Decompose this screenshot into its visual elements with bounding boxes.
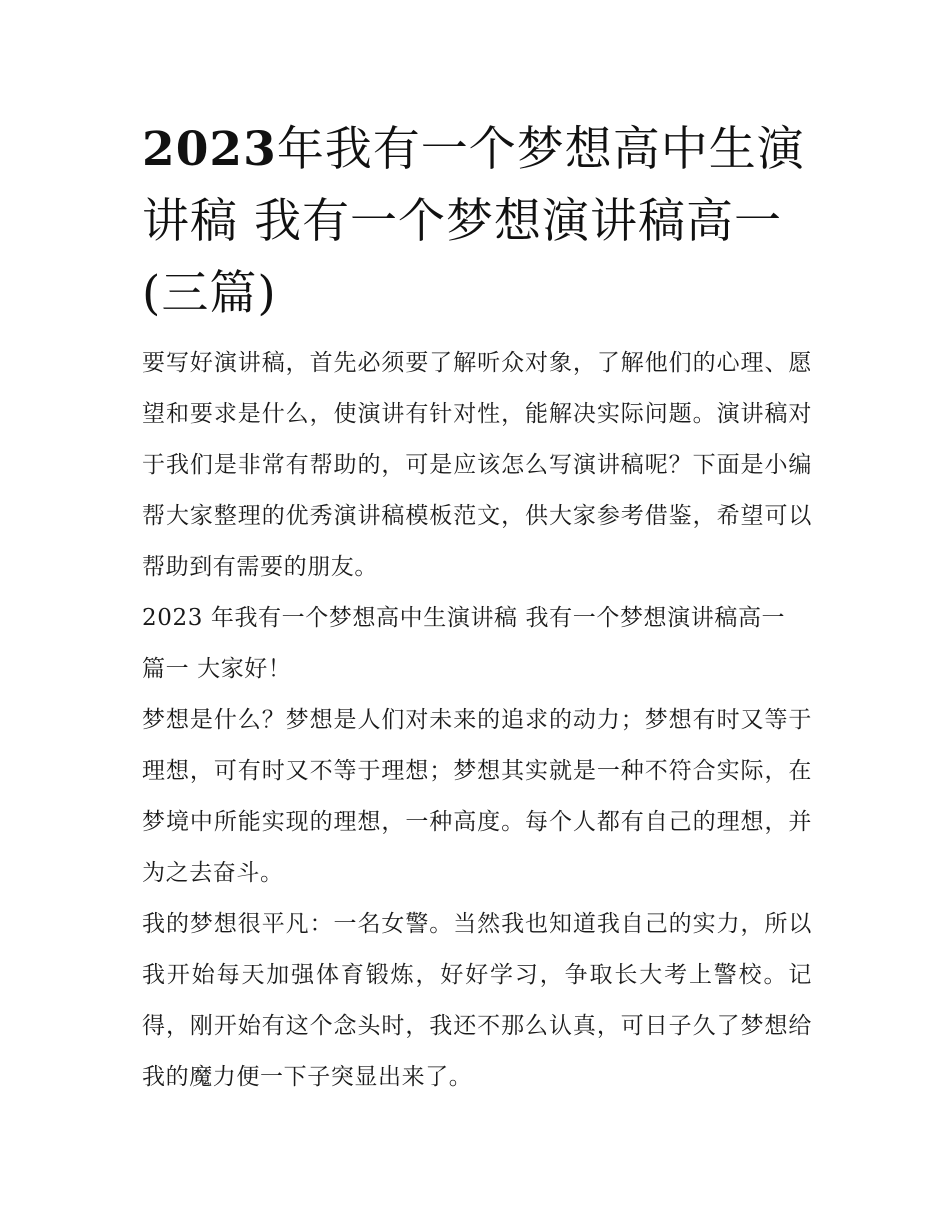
intro-paragraph: 要写好演讲稿，首先必须要了解听众对象，了解他们的心理、愿望和要求是什么，使演讲有针对性，能解决实际问题。演讲稿对于我们是非常有帮助的，可是应该怎么写演讲稿呢？下面是小编帮大家整理的优秀演讲稿模板范文，供大家参考借鉴，希望可以帮助到有需要的朋友。	[142, 350, 812, 580]
document-title	[142, 114, 812, 330]
document-body	[142, 338, 812, 1103]
document-content	[142, 114, 812, 1103]
dream-definition-paragraph: 梦想是什么？梦想是人们对未来的追求的动力；梦想有时又等于理想，可有时又不等于理想；梦想其实就是一种不符合实际，在梦境中所能实现的理想，一种高度。每个人都有自己的理想，并为之去奋斗。	[142, 707, 812, 886]
title-year: 2023	[142, 122, 277, 177]
section-heading: 2023 年我有一个梦想高中生演讲稿 我有一个梦想演讲稿高一	[142, 605, 786, 631]
personal-dream-paragraph: 我的梦想很平凡：一名女警。当然我也知道我自己的实力，所以我开始每天加强体育锻炼，好好学习，争取长大考上警校。记得，刚开始有这个念头时，我还不那么认真，可日子久了梦想给我的魔力便一下子突显出来了。	[142, 911, 812, 1090]
title-text: 年我有一个梦想高中生演讲稿 我有一个梦想演讲稿高一(三篇)	[142, 122, 805, 321]
greeting-paragraph: 篇一 大家好！	[142, 656, 292, 682]
